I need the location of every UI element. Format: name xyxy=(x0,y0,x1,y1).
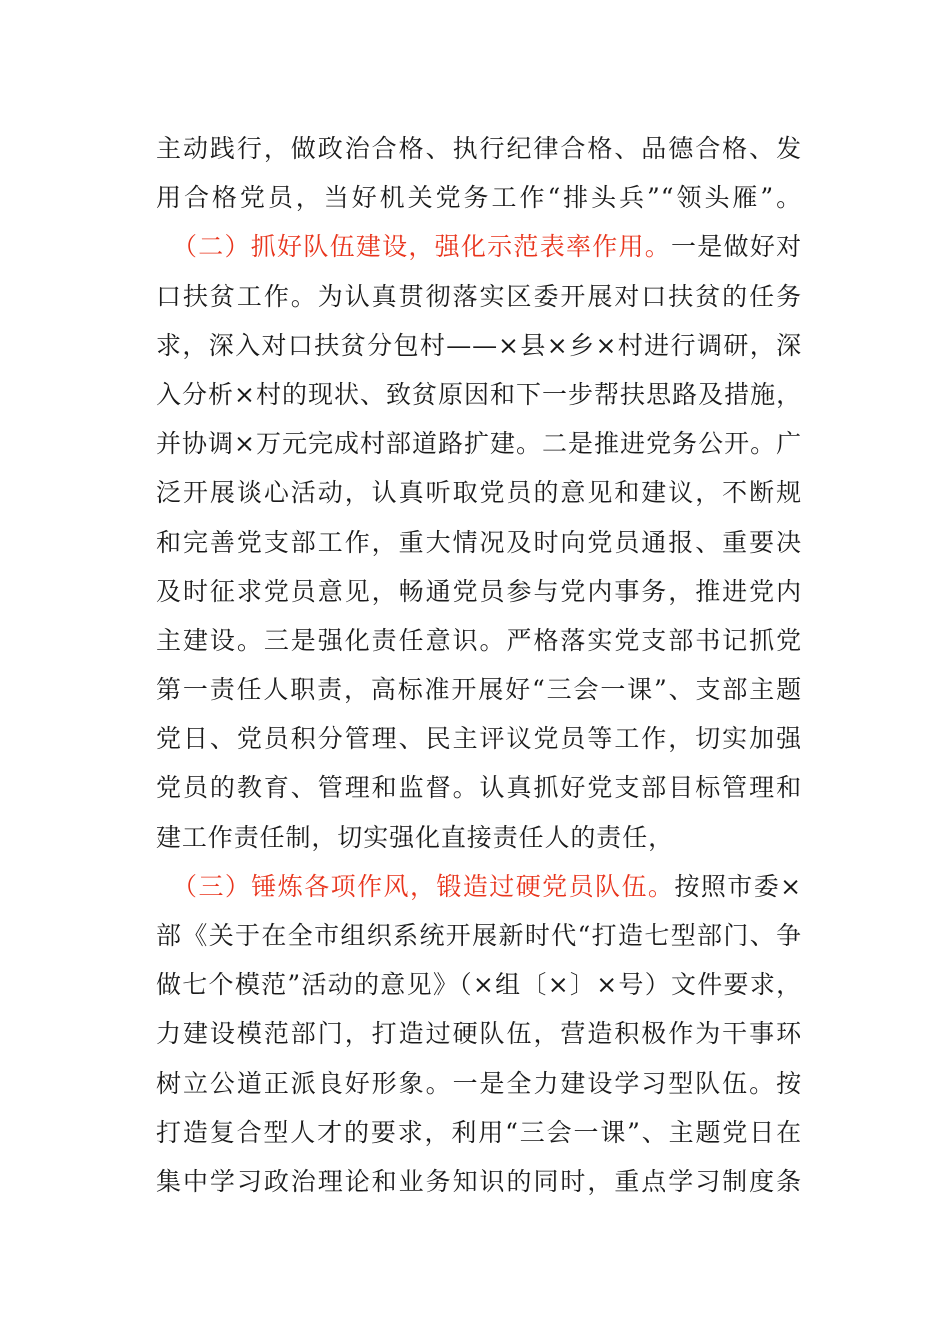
text-line: 集中学习政治理论和业务知识的同时，重点学习制度条 xyxy=(156,1166,802,1196)
text-line: 求，深入对口扶贫分包村——×县×乡×村进行调研，深 xyxy=(156,330,802,360)
text-line: 主动践行，做政治合格、执行纪律合格、品德合格、发 xyxy=(156,134,802,163)
text-line: 及时征求党员意见，畅通党员参与党内事务，推进党内 xyxy=(156,576,802,606)
text-line: 口扶贫工作。为认真贯彻落实区委开展对口扶贫的任务 xyxy=(156,281,802,311)
text-run: 一是做好对 xyxy=(671,232,802,262)
text-line: 并协调×万元完成村部道路扩建。二是推进党务公开。广 xyxy=(156,429,802,459)
text-line: 树立公道正派良好形象。一是全力建设学习型队伍。按 xyxy=(156,1068,802,1098)
text-line: 党日、党员积分管理、民主评议党员等工作，切实加强 xyxy=(156,724,802,754)
text-run: 按照市委× xyxy=(674,871,802,901)
text-line: 泛开展谈心活动，认真听取党员的意见和建议，不断规 xyxy=(156,478,802,508)
text-line: 入分析×村的现状、致贫原因和下一步帮扶思路及措施， xyxy=(156,379,802,409)
text-line: 第一责任人职责，高标准开展好“三会一课”、支部主题 xyxy=(156,675,802,705)
body-text xyxy=(156,124,802,1206)
section-heading-2: （二）抓好队伍建设，强化示范表率作用。 xyxy=(172,232,672,262)
section-heading-3: （三）锤炼各项作风，锻造过硬党员队伍。 xyxy=(172,871,675,901)
text-line: 部《关于在全市组织系统开展新时代“打造七型部门、争 xyxy=(156,921,802,950)
text-line: 和完善党支部工作，重大情况及时向党员通报、重要决 xyxy=(156,527,802,557)
text-line: 主建设。三是强化责任意识。严格落实党支部书记抓党 xyxy=(156,625,802,655)
text-line: 党员的教育、管理和监督。认真抓好党支部目标管理和 xyxy=(156,773,802,803)
text-line: 用合格党员，当好机关党务工作“排头兵”“领头雁”。 xyxy=(156,183,802,213)
text-line: 打造复合型人才的要求，利用“三会一课”、主题党日在 xyxy=(156,1117,802,1147)
section-heading-line xyxy=(156,222,802,271)
section-heading-line xyxy=(156,862,802,911)
text-line: 力建设模范部门，打造过硬队伍，营造积极作为干事环 xyxy=(156,1019,802,1049)
text-line: 建工作责任制，切实强化直接责任人的责任， xyxy=(156,822,675,852)
text-line: 做七个模范”活动的意见》（×组〔×〕×号）文件要求， xyxy=(156,970,802,1000)
